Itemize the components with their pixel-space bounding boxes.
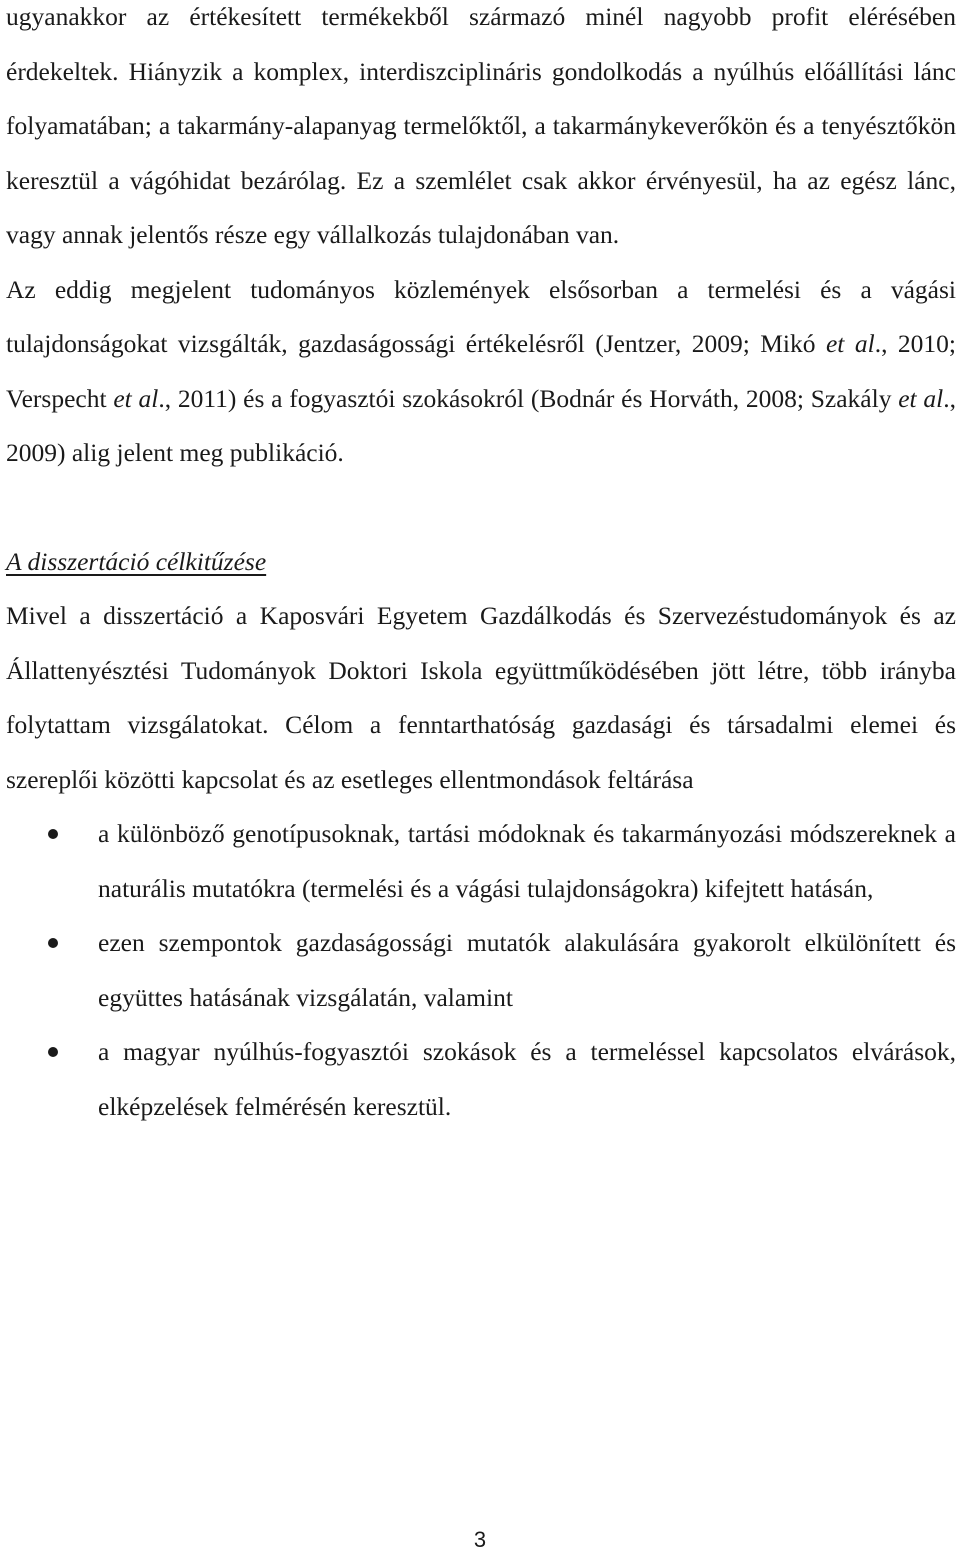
text-run: Az eddig megjelent tudományos közlemények elsősorban a termelési és a vágási tulajdonságokat vizsgálták, gazdaságossági értékelésről (Jentzer, 2009; Mikó — [6, 274, 956, 358]
list-item — [6, 916, 956, 1025]
bullet-icon — [48, 938, 58, 948]
bullet-icon — [48, 1047, 58, 1057]
paragraph-objectives: Mivel a disszertáció a Kaposvári Egyetem Gazdálkodás és Szervezéstudományok és az Állattenyésztési Tudományok Doktori Iskola együttműködésében jött létre, több irányba folytattam vizsgálatokat. Célom a fenntarthatóság gazdasági és társadalmi elemei és szereplői közötti kapcsolat és az esetleges ellentmondások feltárása — [6, 601, 956, 794]
document-page — [6, 0, 956, 1134]
bullet-icon — [48, 829, 58, 839]
paragraph-literature — [6, 263, 956, 481]
list-item-text: a magyar nyúlhús-fogyasztói szokások és a termeléssel kapcsolatos elvárások, elképzelések felmérésén keresztül. — [98, 1037, 956, 1121]
et-al-italic: et al — [113, 383, 159, 413]
list-item — [6, 1025, 956, 1134]
text-run: ., 2009) alig jelent meg publikáció. — [6, 383, 956, 467]
et-al-italic: et al — [825, 329, 875, 358]
text-run: ., 2011) és a fogyasztói szokásokról (Bodnár és Horváth, 2008; Szakály — [158, 383, 899, 413]
list-item — [6, 807, 956, 916]
paragraph-intro: ugyanakkor az értékesített termékekből származó minél nagyobb profit elérésében érdekeltek. Hiányzik a komplex, interdiszciplináris gondolkodás a nyúlhús előállítási lánc folyamatában; a takarmány-alapanyag termelőktől, a takarmánykeverőkön és a tenyésztőkön keresztül a vágóhidat bezárólag. Ez a szemlélet csak akkor érvényesül, ha az egész lánc, vagy annak jelentős része egy vállalkozás tulajdonában van. — [6, 2, 956, 249]
list-item-text: a különböző genotípusoknak, tartási módoknak és takarmányozási módszereknek a naturális mutatókra (termelési és a vágási tulajdonságokra) kifejtett hatásán, — [98, 819, 956, 903]
page-number: 3 — [473, 1527, 487, 1552]
et-al-italic: et al — [898, 383, 944, 413]
section-heading: A disszertáció célkitűzése — [6, 546, 267, 576]
objectives-list — [6, 807, 956, 1134]
list-item-text: ezen szempontok gazdaságossági mutatók alakulására gyakorolt elkülönített és együttes hatásának vizsgálatán, valamint — [98, 928, 956, 1012]
text-run: ., 2010; Verspecht — [6, 329, 956, 413]
